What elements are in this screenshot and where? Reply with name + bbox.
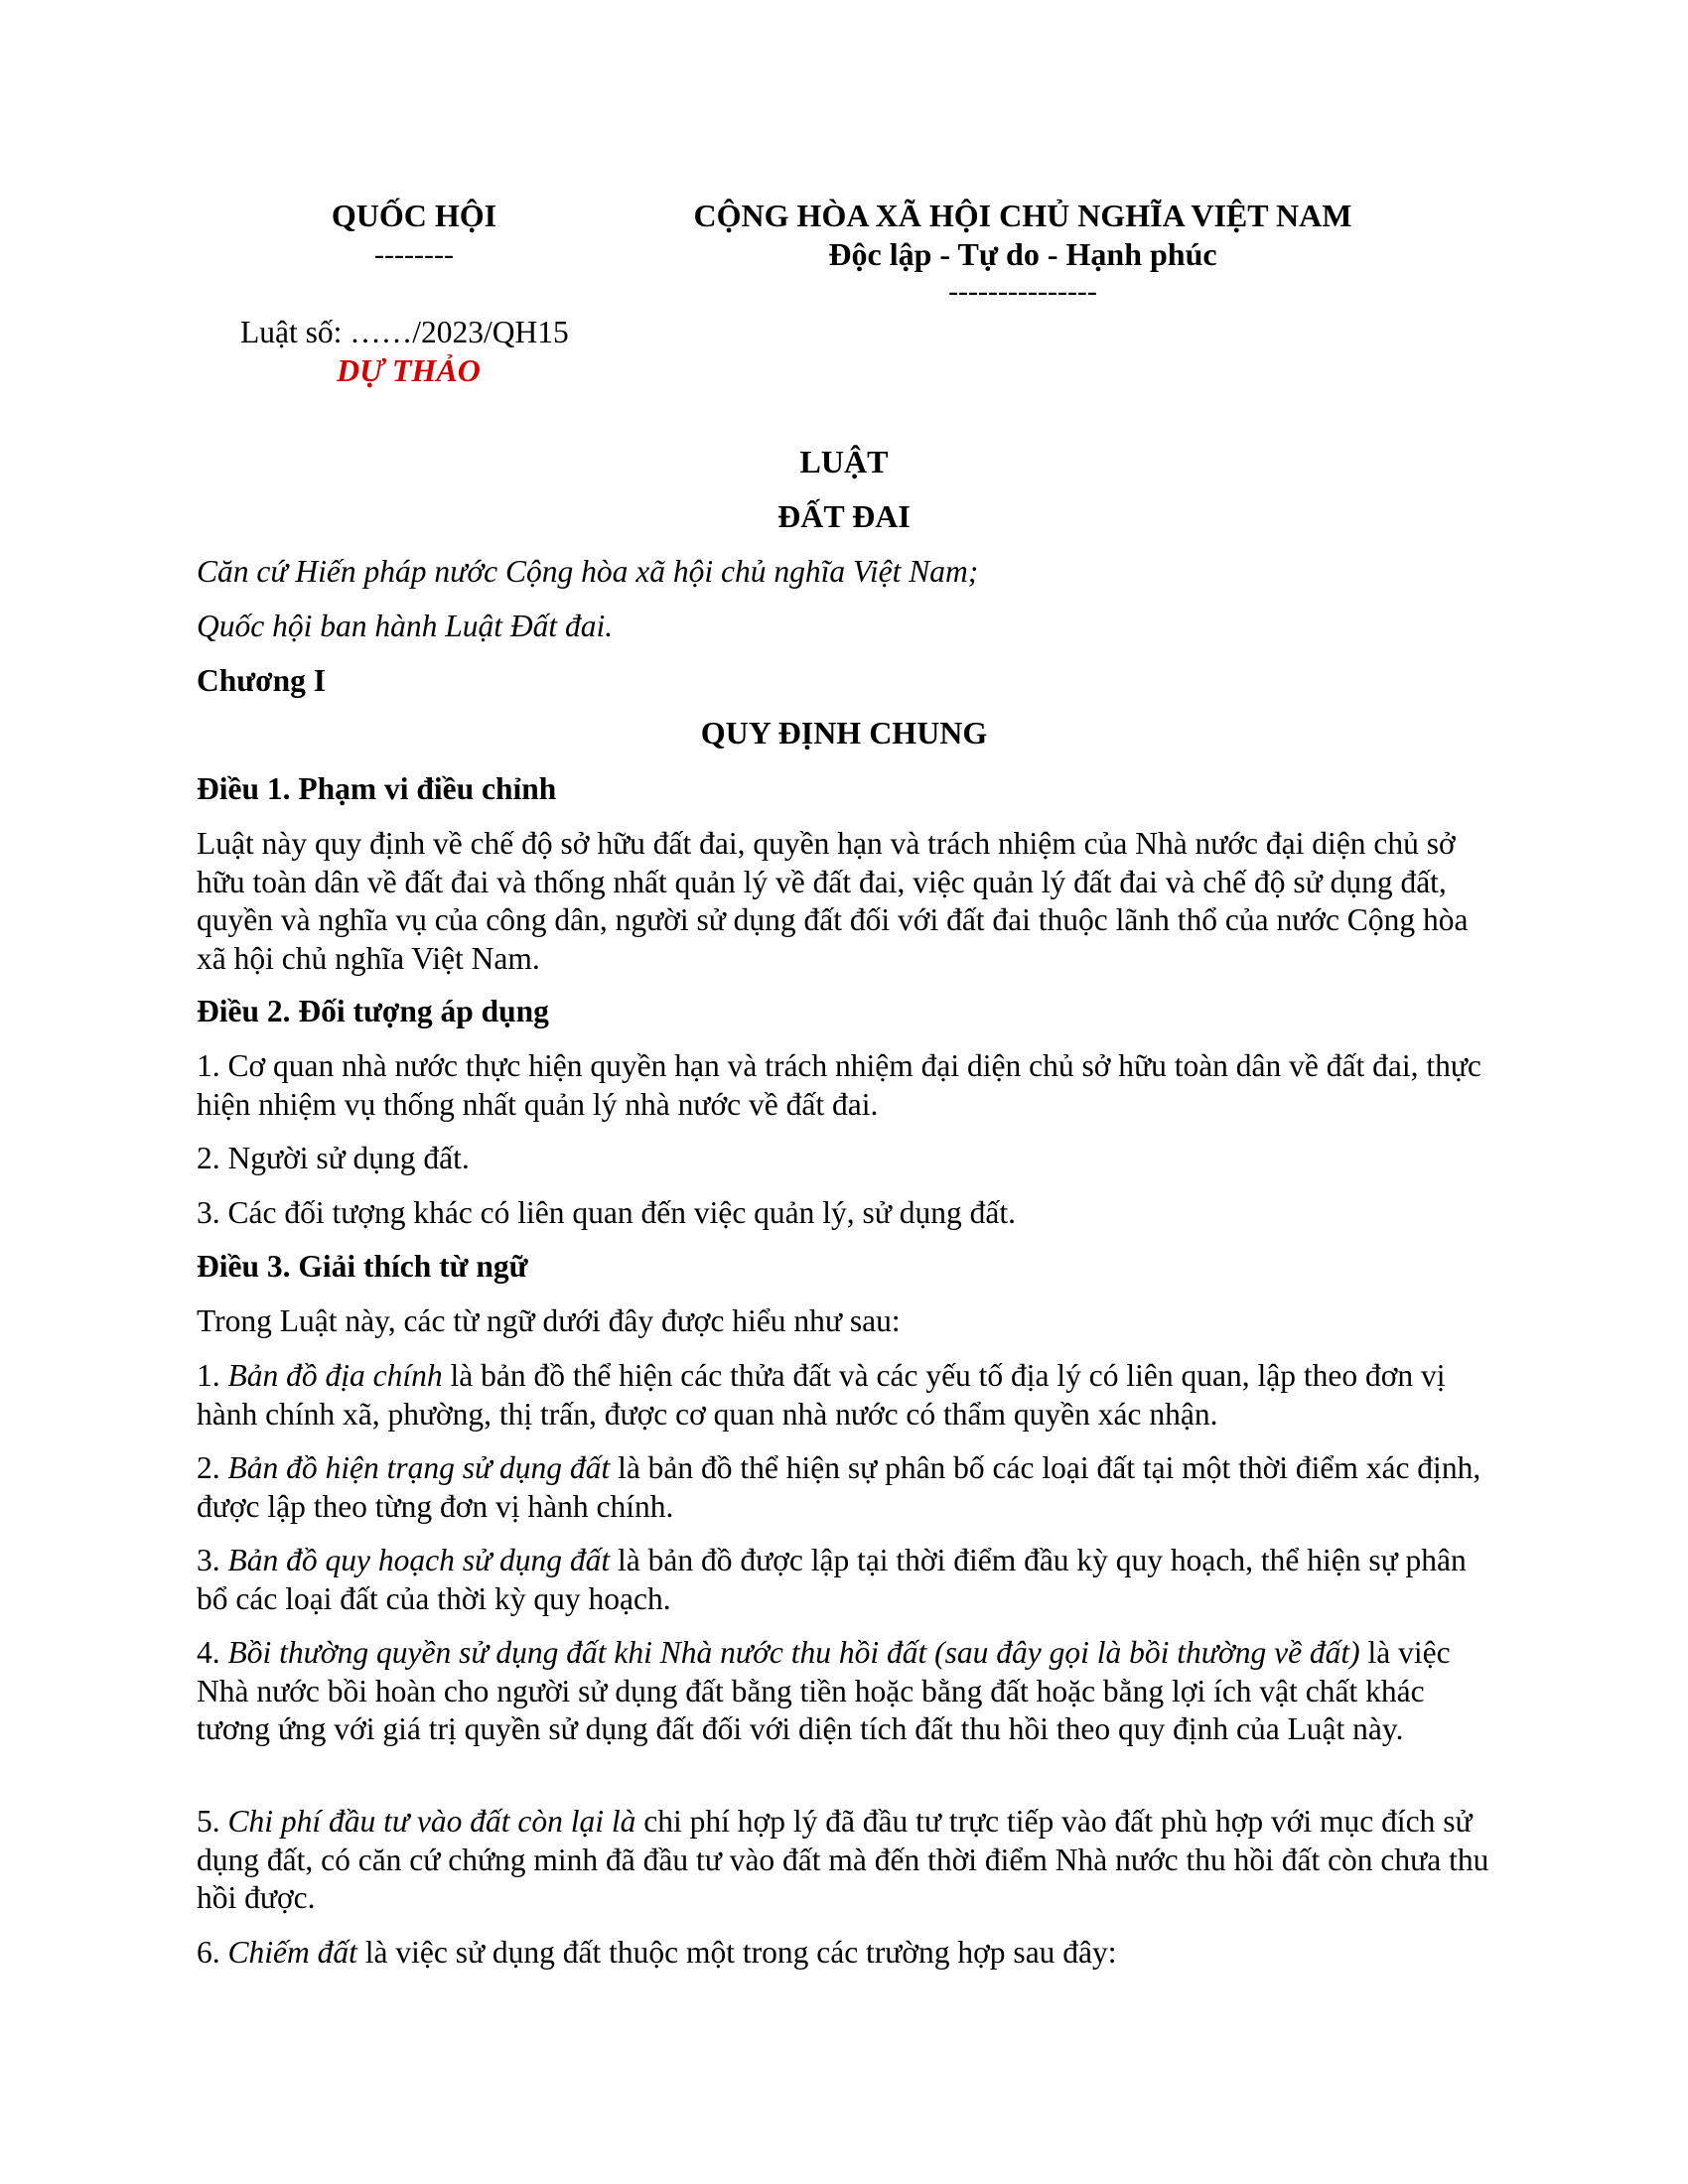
law-title: LUẬT xyxy=(799,444,889,479)
article-3-intro: Trong Luật này, các từ ngữ dưới đây được hiểu như sau: xyxy=(197,1303,901,1338)
definition-term: Chi phí đầu tư vào đất còn lại là xyxy=(227,1804,636,1839)
definition-text: là việc Nhà nước bồi hoàn cho người sử dụng đất bằng tiền hoặc bằng đất hoặc bằng lợi ích vật chất khác tương ứng với giá trị quyền sử dụng đất đối với diện tích đất thu hồi theo quy định của Luật này. xyxy=(197,1635,1451,1746)
definition-term: Bản đồ quy hoạch sử dụng đất xyxy=(227,1543,611,1577)
definition-text: là bản đồ thể hiện các thửa đất và các yếu tố địa lý có liên quan, lập theo đơn vị hành chính xã, phường, thị trấn, được cơ quan nhà nước có thẩm quyền xác nhận. xyxy=(197,1358,1446,1432)
definition-item xyxy=(197,1449,1489,1526)
article-2-item: 3. Các đối tượng khác có liên quan đến việc quản lý, sử dụng đất. xyxy=(197,1195,1016,1230)
definition-text: là bản đồ thể hiện sự phân bố các loại đất tại một thời điểm xác định, được lập theo từng đơn vị hành chính. xyxy=(197,1450,1481,1524)
preamble-enactment: Quốc hội ban hành Luật Đất đai. xyxy=(197,609,614,643)
article-2-heading: Điều 2. Đối tượng áp dụng xyxy=(197,994,549,1028)
issuer-title: QUỐC HỘI xyxy=(331,198,497,233)
law-number: Luật số: ……/2023/QH15 xyxy=(240,315,569,349)
definition-term: Bồi thường quyền sử dụng đất khi Nhà nước thu hồi đất (sau đây gọi là bồi thường về đất) xyxy=(227,1635,1360,1670)
article-1-heading: Điều 1. Phạm vi điều chỉnh xyxy=(197,771,557,806)
motto-rule: --------------- xyxy=(948,275,1097,308)
law-subject: ĐẤT ĐAI xyxy=(777,498,911,534)
preamble-basis: Căn cứ Hiến pháp nước Cộng hòa xã hội chủ nghĩa Việt Nam; xyxy=(197,554,979,589)
country-title: CỘNG HÒA XÃ HỘI CHỦ NGHĨA VIỆT NAM xyxy=(693,198,1352,233)
definition-term: Bản đồ địa chính xyxy=(227,1358,443,1393)
definition-item xyxy=(197,1542,1489,1618)
article-1-body: Luật này quy định về chế độ sở hữu đất đai, quyền hạn và trách nhiệm của Nhà nước đại diện chủ sở hữu toàn dân về đất đai và thống nhất quản lý về đất đai, việc quản lý đất đai và chế độ sử dụng đất, quyền và nghĩa vụ của công dân, người sử dụng đất đối với đất đai thuộc lãnh thổ của nước Cộng hòa xã hội chủ nghĩa Việt Nam. xyxy=(197,826,1469,976)
definition-term: Chiếm đất xyxy=(227,1935,357,1970)
definition-text: là việc sử dụng đất thuộc một trong các trường hợp sau đây: xyxy=(356,1935,1117,1970)
national-motto: Độc lập - Tự do - Hạnh phúc xyxy=(828,236,1217,272)
definition-text: chi phí hợp lý đã đầu tư trực tiếp vào đất phù hợp với mục đích sử dụng đất, có căn cứ chứng minh đã đầu tư vào đất mà đến thời điểm Nhà nước thu hồi đất còn chưa thu hồi được. xyxy=(197,1804,1489,1915)
chapter-title: QUY ĐỊNH CHUNG xyxy=(700,715,988,751)
definition-number: 6. xyxy=(197,1935,228,1970)
definition-number: 1. xyxy=(197,1358,228,1393)
definition-item xyxy=(197,1357,1489,1433)
definition-number: 4. xyxy=(197,1635,228,1670)
definition-term: Bản đồ hiện trạng sử dụng đất xyxy=(227,1450,611,1485)
issuer-rule: -------- xyxy=(374,238,454,271)
article-3-heading: Điều 3. Giải thích từ ngữ xyxy=(197,1249,528,1284)
definition-number: 2. xyxy=(197,1450,228,1485)
definition-number: 3. xyxy=(197,1543,228,1577)
article-2-item: 1. Cơ quan nhà nước thực hiện quyền hạn và trách nhiệm đại diện chủ sở hữu toàn dân về đất đai, thực hiện nhiệm vụ thống nhất quản lý nhà nước về đất đai. xyxy=(197,1048,1481,1122)
definition-number: 5. xyxy=(197,1804,228,1839)
definition-item xyxy=(197,1934,1489,1973)
definition-item xyxy=(197,1803,1489,1918)
definition-text: là bản đồ được lập tại thời điểm đầu kỳ quy hoạch, thể hiện sự phân bổ các loại đất của thời kỳ quy hoạch. xyxy=(197,1543,1467,1616)
definition-item xyxy=(197,1634,1489,1749)
draft-label: DỰ THẢO xyxy=(337,352,481,388)
chapter-label: Chương I xyxy=(197,663,327,698)
article-2-item: 2. Người sử dụng đất. xyxy=(197,1141,470,1175)
